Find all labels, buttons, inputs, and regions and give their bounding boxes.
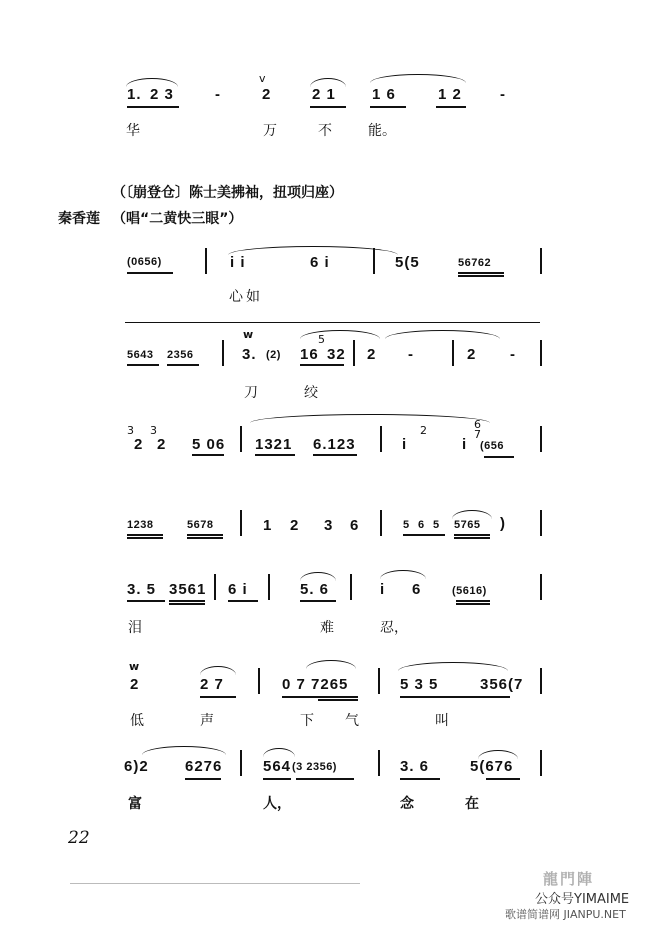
slur — [310, 78, 346, 87]
note-group: 2 — [367, 346, 377, 363]
barline — [353, 340, 355, 366]
barline — [540, 574, 542, 600]
note-group: 5 3 5 — [400, 676, 439, 693]
barline — [380, 510, 382, 536]
note-group: 2 — [262, 86, 272, 103]
note-group: 3561 — [169, 581, 207, 598]
barline — [378, 750, 380, 776]
note-group: (5616) — [452, 585, 487, 597]
barline — [540, 248, 542, 274]
note-group: (0656) — [127, 256, 162, 268]
note-group: 32 — [327, 346, 346, 363]
lyric: 忍， — [380, 620, 408, 636]
underline — [127, 272, 173, 274]
underline — [127, 600, 165, 602]
lyric: 心 — [229, 289, 243, 305]
slur — [385, 330, 500, 339]
grace-note: 5 — [318, 333, 326, 346]
barline — [240, 750, 242, 776]
note-group: 1 6 — [372, 86, 396, 103]
lyric: 富 — [128, 796, 142, 812]
lyric: 绞 — [304, 385, 318, 401]
grace-note: 3 — [150, 424, 158, 437]
note-dash: - — [408, 346, 414, 363]
lyric: 如 — [246, 289, 260, 305]
note-group: 2 — [157, 436, 167, 453]
ornament-mark: w — [243, 328, 254, 341]
note-group: 6 i — [228, 581, 248, 598]
breath-mark: v — [259, 72, 267, 85]
note-group: 1321 — [255, 436, 293, 453]
barline — [378, 668, 380, 694]
underline — [296, 778, 354, 780]
slur — [126, 78, 178, 87]
barline — [540, 668, 542, 694]
lyric: 在 — [465, 796, 479, 812]
note-group: 6276 — [185, 758, 223, 775]
barline — [540, 340, 542, 366]
ornament-mark: w — [129, 660, 140, 673]
note-group: 5(5 — [395, 254, 420, 271]
underline — [484, 456, 514, 458]
underline — [185, 778, 221, 780]
lyric: 能。 — [368, 123, 396, 139]
underline — [400, 778, 440, 780]
note-group: 5678 — [187, 519, 214, 531]
underline — [454, 534, 490, 536]
note-group: 5643 — [127, 349, 154, 361]
slur — [263, 748, 295, 757]
underline — [400, 696, 510, 698]
underline — [228, 600, 258, 602]
lyric: 人， — [263, 796, 291, 812]
note-group: 56762 — [458, 257, 492, 269]
note-group: 2 — [130, 676, 140, 693]
underline — [192, 454, 224, 456]
slur — [142, 746, 226, 755]
slur — [452, 510, 492, 519]
barline — [350, 574, 352, 600]
underline — [127, 364, 159, 366]
underline — [169, 600, 205, 602]
lyric: 下 — [300, 713, 314, 729]
slur — [306, 660, 356, 669]
barline — [205, 248, 207, 274]
note-group: (3 2356) — [292, 761, 337, 773]
grace-note: 2 — [420, 424, 428, 437]
underline — [458, 275, 504, 277]
note-group: 5 — [433, 519, 440, 531]
note-group: 1238 — [127, 519, 154, 531]
underline — [403, 534, 445, 536]
note-group: 5 — [403, 519, 410, 531]
note-group: 6)2 — [124, 758, 149, 775]
underline — [127, 537, 163, 539]
singer-name: 秦香莲 — [58, 211, 100, 227]
barline — [222, 340, 224, 366]
lyric: 万 — [263, 123, 277, 139]
slur — [370, 74, 466, 83]
underline — [458, 272, 504, 274]
underline — [167, 364, 199, 366]
lyric: 不 — [318, 123, 332, 139]
watermark-logo-text: 龍門陣 — [543, 870, 595, 888]
note-group: i i — [230, 254, 246, 271]
barline — [258, 668, 260, 694]
note-group: 2356 — [167, 349, 194, 361]
underline — [318, 699, 358, 701]
barline — [268, 574, 270, 600]
underline — [300, 600, 336, 602]
underline — [187, 534, 223, 536]
barline — [240, 510, 242, 536]
note-group: 564 — [263, 758, 292, 775]
note-group: 2 7 — [200, 676, 224, 693]
lyric: 叫 — [435, 713, 449, 729]
underline — [456, 603, 490, 605]
note-group: 6 — [350, 517, 360, 534]
lyric: 念 — [400, 796, 414, 812]
note-dash: - — [510, 346, 516, 363]
slur — [300, 330, 380, 339]
underline — [200, 696, 236, 698]
lyric: 低 — [130, 713, 144, 729]
underline — [282, 696, 358, 698]
note-group: 5765 — [454, 519, 481, 531]
slur — [398, 662, 508, 671]
note-group: 6 — [412, 581, 422, 598]
barline — [240, 426, 242, 452]
note-group: 3. — [242, 346, 257, 363]
underline — [454, 537, 490, 539]
note-group: i — [402, 436, 408, 453]
note-dash: - — [215, 86, 221, 103]
underline — [169, 603, 205, 605]
underline — [187, 537, 223, 539]
underline — [300, 364, 344, 366]
note-group: 3 — [324, 517, 334, 534]
note-group: 5 06 — [192, 436, 226, 453]
grace-note: 7 — [474, 428, 482, 441]
lyric: 声 — [200, 713, 214, 729]
note-group: i — [380, 581, 386, 598]
lyric: 难 — [320, 620, 334, 636]
underline — [456, 600, 490, 602]
note-group: 2 — [290, 517, 300, 534]
note-group: i — [462, 436, 468, 453]
note-group: 2 1 — [312, 86, 336, 103]
barline — [214, 574, 216, 600]
underline — [127, 106, 179, 108]
note-dash: - — [500, 86, 506, 103]
barline — [540, 510, 542, 536]
note-group: 6.123 — [313, 436, 356, 453]
page-number: 22 — [68, 828, 90, 848]
barline — [540, 426, 542, 452]
barline — [540, 750, 542, 776]
watermark-line1: 公众号YIMAIME — [535, 892, 630, 907]
scan-border-line — [70, 883, 360, 884]
note-group: 0 7 7265 — [282, 676, 349, 693]
barline — [380, 426, 382, 452]
slur — [300, 572, 336, 581]
underline — [310, 106, 346, 108]
note-group: 1 — [263, 517, 273, 534]
underline — [486, 778, 520, 780]
note-group: 6 — [418, 519, 425, 531]
note-group: 2 3 — [150, 86, 174, 103]
note-group: 3. 5 — [127, 581, 157, 598]
note-group: 2 — [134, 436, 144, 453]
slur — [380, 570, 426, 579]
note-group: 2 — [467, 346, 477, 363]
lyric: 气 — [345, 713, 359, 729]
lyric: 刀 — [244, 385, 258, 401]
underline — [255, 454, 295, 456]
staff-rule — [125, 322, 540, 323]
lyric: 华 — [126, 123, 140, 139]
watermark-line2: 歌谱简谱网 JIANPU.NET — [505, 908, 626, 921]
note-group: ) — [500, 515, 506, 532]
note-group: 356(7 — [480, 676, 524, 693]
underline — [436, 106, 466, 108]
underline — [263, 778, 291, 780]
grace-note: 3 — [127, 424, 135, 437]
note-group: 6 i — [310, 254, 330, 271]
grace-note: 6 — [474, 418, 482, 431]
lyric: 泪 — [128, 620, 142, 636]
slur — [478, 750, 518, 759]
note-group: 1 2 — [438, 86, 462, 103]
note-group: 5(676 — [470, 758, 514, 775]
slur — [200, 666, 236, 675]
note-group: 1. — [127, 86, 142, 103]
barline — [452, 340, 454, 366]
note-group: 3. 6 — [400, 758, 430, 775]
slur — [250, 414, 490, 423]
stage-direction: （〔崩登仓〕陈士美拂袖，扭项归座） — [112, 185, 343, 201]
underline — [370, 106, 406, 108]
aria-note: （唱“二黄快三眼”） — [112, 211, 243, 227]
note-group: (656 — [480, 440, 505, 452]
note-group: 16 — [300, 346, 319, 363]
note-group: (2) — [266, 349, 281, 361]
underline — [127, 534, 163, 536]
note-group: 5. 6 — [300, 581, 330, 598]
underline — [313, 454, 357, 456]
